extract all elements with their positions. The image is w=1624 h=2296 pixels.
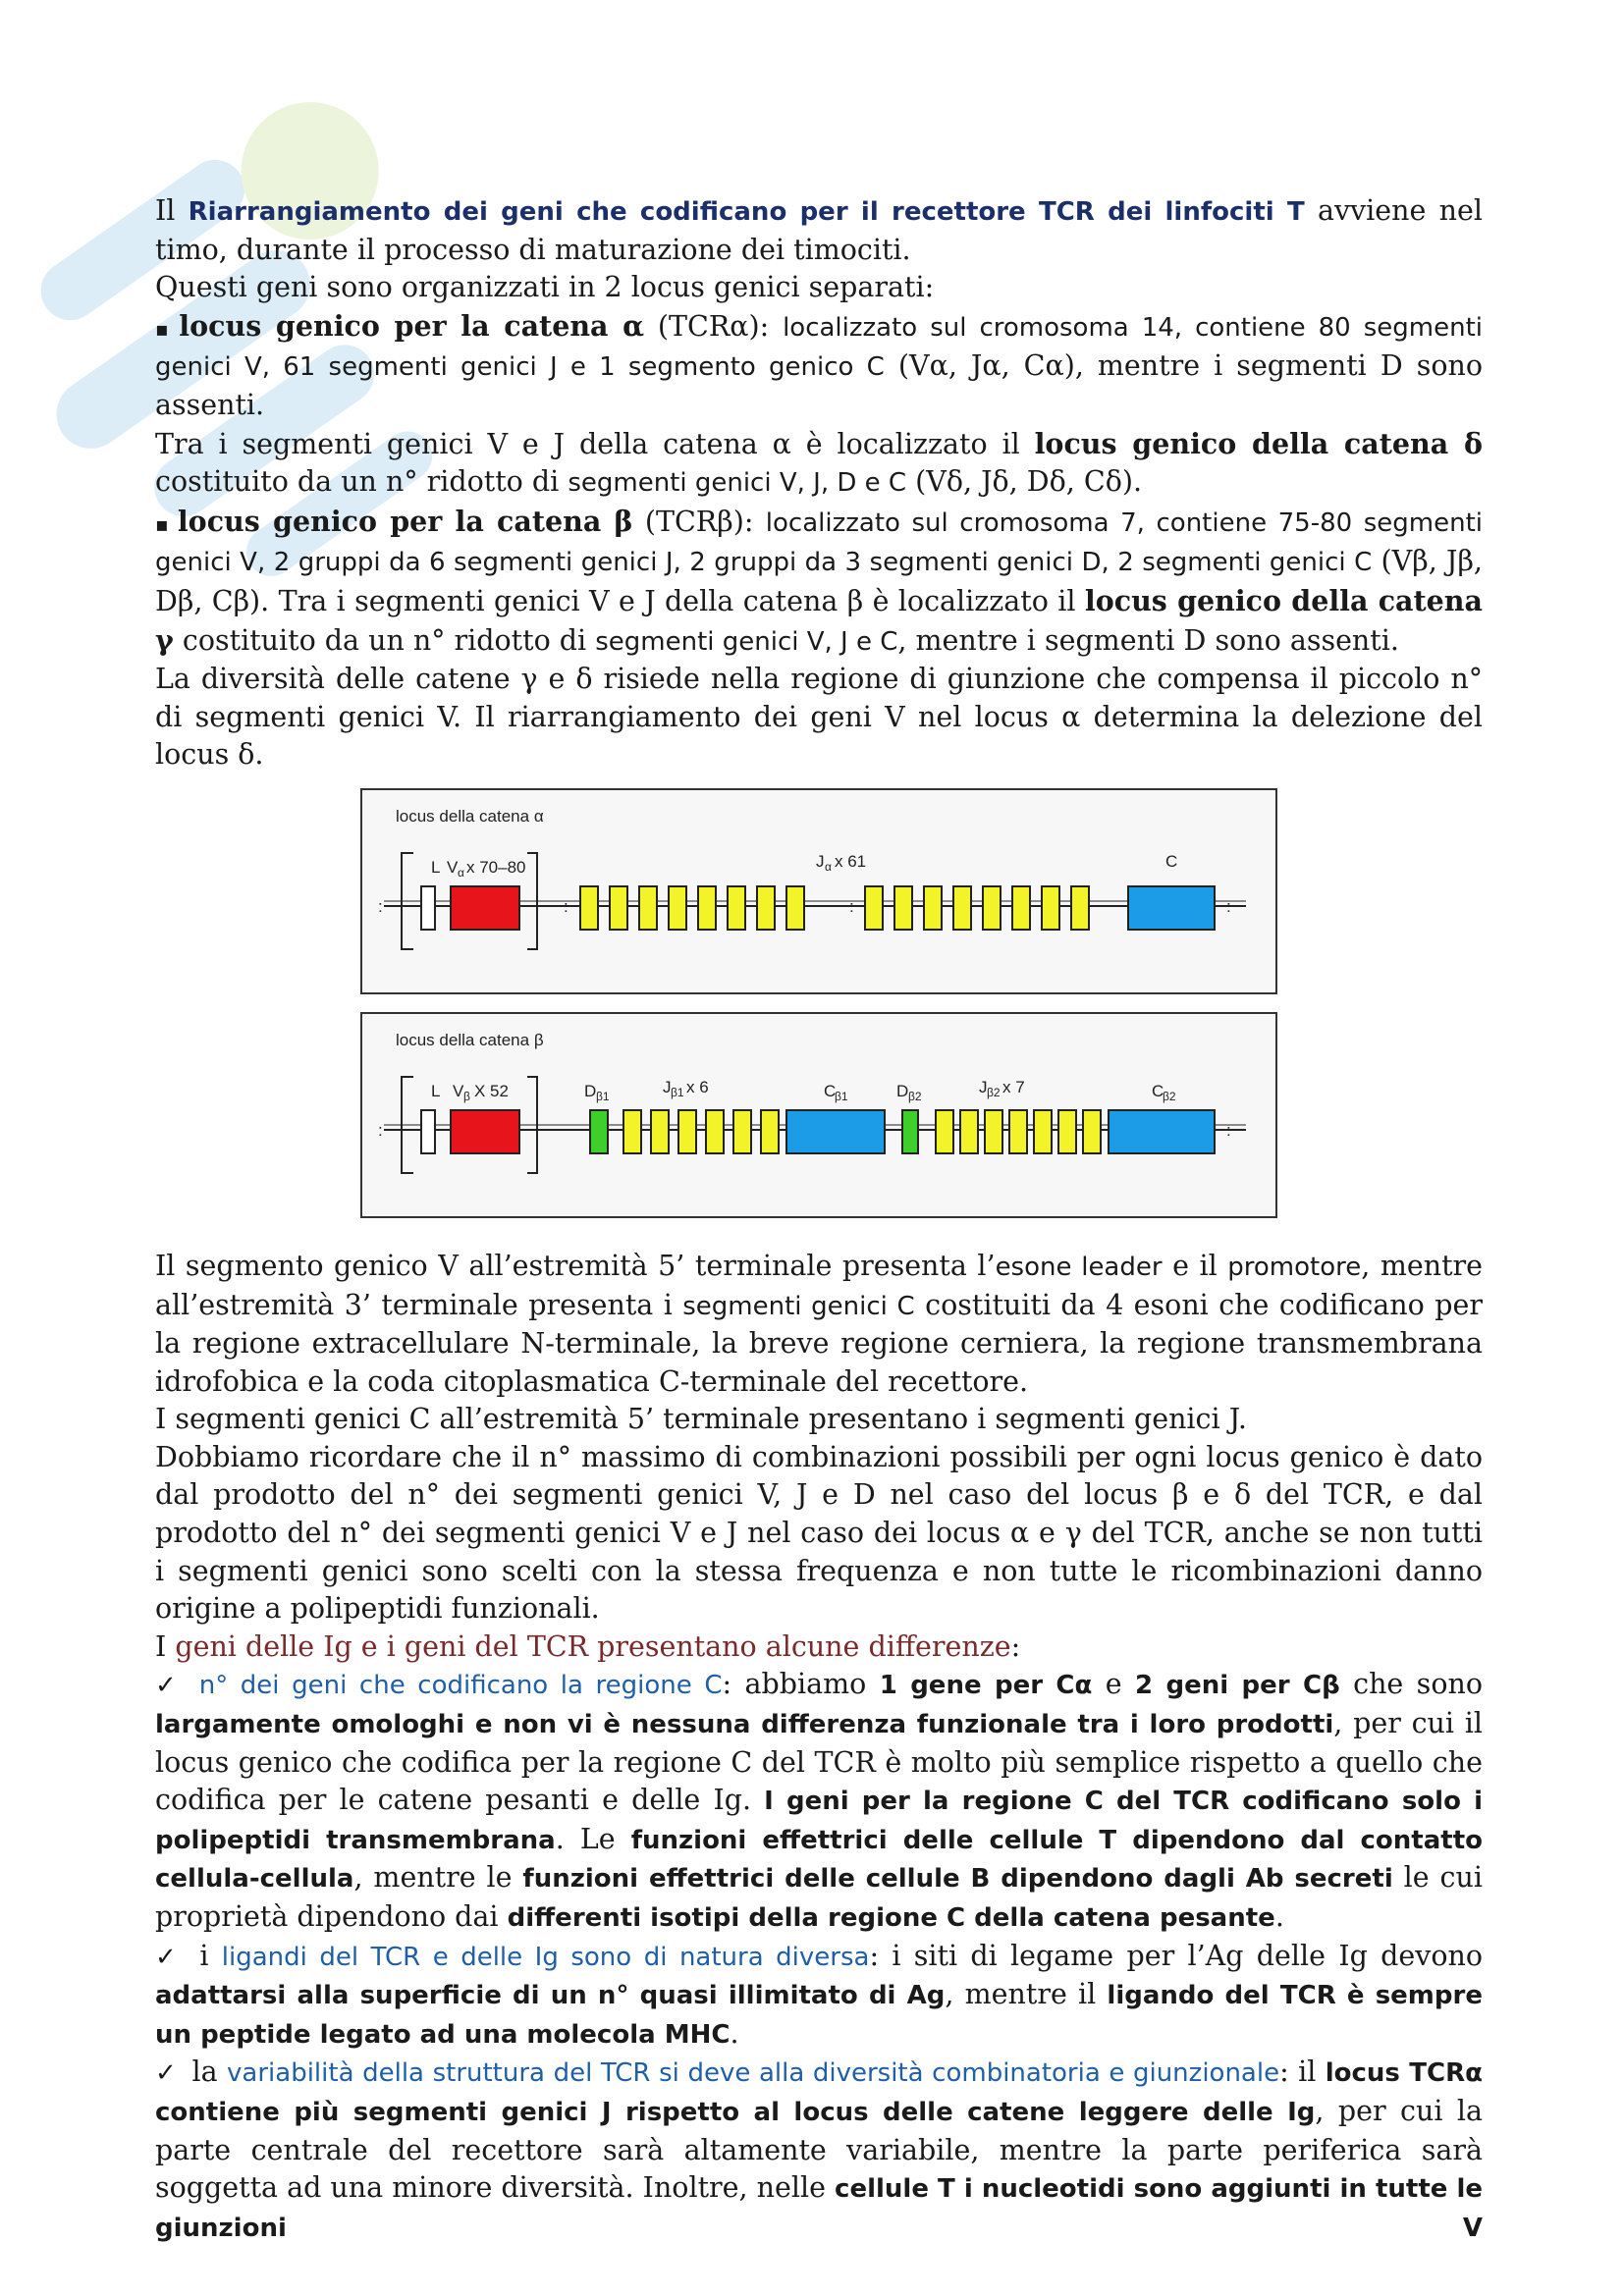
svg-text:L: L: [431, 1081, 441, 1100]
j-beta1-box: [733, 1110, 751, 1153]
svg-text:β: β: [463, 1089, 470, 1103]
figure-beta-locus: [360, 1012, 1277, 1218]
svg-text:α: α: [825, 859, 832, 874]
j-beta2-box: [1009, 1110, 1027, 1153]
c-alpha-segment: [1128, 886, 1215, 930]
j-segment-box: [610, 886, 627, 930]
svg-text:D: D: [896, 1081, 909, 1100]
heading-riarrangiamento: Riarrangiamento dei geni che codificano per il recettore TCR dei linfociti T: [188, 197, 1305, 227]
checkmark-icon: ✓: [155, 1942, 182, 1972]
document-body: [155, 192, 1483, 2247]
checkmark-icon: ✓: [155, 2058, 178, 2089]
j-alpha-segments: [580, 886, 1089, 930]
j-beta1-box: [706, 1110, 724, 1153]
j-segment-box: [786, 886, 804, 930]
j-beta1-box: [678, 1110, 696, 1153]
j-beta1-box: [761, 1110, 779, 1153]
svg-text::: :: [849, 896, 854, 916]
svg-text::: :: [378, 896, 383, 916]
square-bullet-icon: ▪: [155, 511, 172, 536]
svg-text:V: V: [447, 857, 459, 877]
figure-beta-title: locus della catena β: [396, 1030, 544, 1049]
j-segment-box: [698, 886, 716, 930]
j-segment-box: [1071, 886, 1089, 930]
j-segment-box: [983, 886, 1001, 930]
j-segment-box: [1042, 886, 1059, 930]
svg-text:x 70–80: x 70–80: [466, 857, 526, 877]
paragraph-segment-c: I segmenti genici C all’estremità 5’ terminale presentano i segmenti genici J.: [155, 1403, 1247, 1436]
svg-text:x 6: x 6: [686, 1077, 709, 1096]
paragraph-locus-delta: Tra i segmenti genici V e J della catena α è localizzato il locus genico della catena δ costituito da un n° ridotto di segmenti genici V, J, D e C (Vδ, Jδ, Dδ, Cδ).: [155, 426, 1483, 499]
j-beta1-box: [623, 1110, 641, 1153]
paragraph-loci: Questi geni sono organizzati in 2 locus genici separati:: [155, 271, 935, 304]
c-beta2-segment: [1109, 1110, 1215, 1153]
j-beta1-segments: [623, 1110, 779, 1153]
j-segment-box: [953, 886, 971, 930]
paragraph-combinations: Dobbiamo ricordare che il n° massimo di combinazioni possibili per ogni locus genico è dato dal prodotto del n° dei segmenti genici V, J e D nel caso del locus β e δ del TCR, e dal prodotto del n° dei segmenti genici V e J nel caso dei locus α e γ del TCR, anche se non tutti i segmenti genici sono scelti con la stessa frequenza e non tutte le ricombinazioni danno origine a polipeptidi funzionali.: [155, 1440, 1483, 1626]
j-beta2-box: [1034, 1110, 1052, 1153]
paragraph-differences: I geni delle Ig e i geni del TCR presentano alcune differenze:: [155, 1629, 1021, 1663]
paragraph-point-1: ✓ n° dei geni che codificano la regione C: abbiamo 1 gene per Cα e 2 geni per Cβ che sono largamente omologhi e non vi è nessuna differenza funzionale tra i loro prodotti, per cui il locus genico che codifica per la regione C del TCR è molto più semplice rispetto a quello che codifica per le catene pesanti e delle Ig. I geni per la regione C del TCR codificano solo i polipeptidi transmembrana. Le funzioni effettrici delle cellule T dipendono dal contatto cellula-cellula, mentre le funzioni effettrici delle cellule B dipendono dagli Ab secreti le cui proprietà dipendono dai differenti isotipi della regione C della catena pesante.: [155, 1668, 1483, 1933]
svg-text:J: J: [979, 1077, 988, 1096]
svg-text::: :: [1226, 1120, 1231, 1140]
figure-alpha-locus: [360, 788, 1277, 994]
svg-text::: :: [378, 1120, 383, 1140]
svg-text:J: J: [663, 1077, 672, 1096]
v-segment-block: [451, 1110, 519, 1153]
j-segment-box: [639, 886, 657, 930]
svg-text:x 61: x 61: [835, 851, 867, 871]
checkmark-icon: ✓: [155, 1671, 182, 1701]
svg-text:β2: β2: [1163, 1089, 1176, 1103]
j-segment-box: [757, 886, 775, 930]
svg-text:D: D: [584, 1081, 597, 1100]
leader-exon: [421, 1110, 435, 1153]
svg-text:β1: β1: [671, 1085, 684, 1099]
svg-text:β2: β2: [987, 1085, 1001, 1099]
j-beta2-box: [1083, 1110, 1101, 1153]
j-segment-box: [728, 886, 745, 930]
leader-exon: [421, 886, 435, 930]
paragraph-segment-v: Il segmento genico V all’estremità 5’ terminale presenta l’esone leader e il promotore, mentre all’estremità 3’ terminale presenta i segmenti genici C costituiti da 4 esoni che codificano per la regione extracellulare N-terminale, la breve regione cerniera, la regione transmembrana idrofobica e la coda citoplasmatica C-terminale del recettore.: [155, 1249, 1484, 1398]
j-segment-box: [924, 886, 942, 930]
paragraph-point-3: ✓ la variabilità della struttura del TCR si deve alla diversità combinatoria e giunzionale: il locus TCRα contiene più segmenti genici J rispetto al locus delle catene leggere delle Ig, per cui la parte centrale del recettore sarà altamente variabile, mentre la parte periferica sarà soggetta ad una minore diversità. Inoltre, nelle cellule T i nucleotidi sono aggiunti in tutte le giunzioni V: [155, 2056, 1484, 2243]
paragraph-locus-alpha: ▪ locus genico per la catena α (TCRα): localizzato sul cromosoma 14, contiene 80 segmenti genici V, 61 segmenti genici J e 1 segmento genico C (Vα, Jα, Cα), mentre i segmenti D sono assenti.: [155, 308, 1483, 421]
svg-text:x 7: x 7: [1002, 1077, 1025, 1096]
j-segment-box: [580, 886, 598, 930]
square-bullet-icon: ▪: [155, 316, 174, 341]
j-segment-box: [894, 886, 912, 930]
j-beta2-segments: [936, 1110, 1101, 1153]
svg-text:β1: β1: [835, 1089, 848, 1103]
j-beta2-box: [936, 1110, 953, 1153]
paragraph-intro: Il Riarrangiamento dei geni che codificano per il recettore TCR dei linfociti T avviene nel timo, durante il processo di maturazione dei timociti.: [155, 194, 1483, 266]
j-segment-box: [865, 886, 883, 930]
svg-text::: :: [1226, 896, 1231, 916]
j-beta2-box: [960, 1110, 978, 1153]
svg-text::: :: [564, 896, 568, 916]
svg-text:β2: β2: [908, 1089, 922, 1103]
svg-text:C: C: [1165, 851, 1178, 871]
v-segment-block: [451, 886, 519, 930]
d-beta1-segment: [590, 1110, 608, 1153]
d-beta2-segment: [902, 1110, 918, 1153]
svg-text:J: J: [816, 851, 825, 871]
svg-text:V: V: [453, 1081, 464, 1100]
svg-text:β1: β1: [596, 1089, 610, 1103]
svg-text:L: L: [431, 857, 441, 877]
j-beta1-box: [651, 1110, 669, 1153]
paragraph-locus-beta: ▪ locus genico per la catena β (TCRβ): localizzato sul cromosoma 7, contiene 75-80 segmenti genici V, 2 gruppi da 6 segmenti genici J, 2 gruppi da 3 segmenti genici D, 2 segmenti genici C (Vβ, Jβ, Dβ, Cβ). Tra i segmenti genici V e J della catena β è localizzato il locus genico della catena γ costituito da un n° ridotto di segmenti genici V, J e C, mentre i segmenti D sono assenti.: [155, 504, 1484, 657]
figure-alpha-title: locus della catena α: [396, 806, 544, 826]
paragraph-diversity: La diversità delle catene γ e δ risiede nella regione di giunzione che compensa il piccolo n° di segmenti genici V. Il riarrangiamento dei geni V nel locus α determina la delezione del locus δ.: [155, 663, 1483, 772]
svg-text:C: C: [1152, 1081, 1164, 1100]
j-beta2-box: [985, 1110, 1002, 1153]
c-beta1-segment: [786, 1110, 885, 1153]
svg-text:C: C: [824, 1081, 837, 1100]
svg-text:α: α: [458, 865, 464, 880]
svg-text:X 52: X 52: [474, 1081, 509, 1100]
j-segment-box: [1012, 886, 1030, 930]
j-segment-box: [669, 886, 686, 930]
j-beta2-box: [1058, 1110, 1076, 1153]
paragraph-point-2: ✓ i ligandi del TCR e delle Ig sono di natura diversa: i siti di legame per l’Ag delle Ig devono adattarsi alla superficie di un n° quasi illimitato di Ag, mentre il ligando del TCR è sempre un peptide legato ad una molecola MHC.: [155, 1939, 1484, 2050]
